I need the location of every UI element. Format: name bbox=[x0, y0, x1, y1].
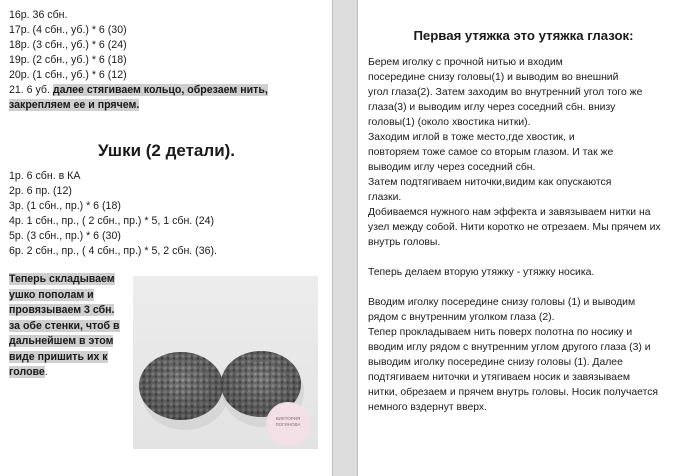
text-line: Затем подтягиваем ниточки,видим как опускаются bbox=[368, 177, 612, 188]
pattern-row: 17р. (4 сбн., уб.) * 6 (30) bbox=[9, 24, 127, 36]
pattern-row: 19р. (2 сбн., уб.) * 6 (18) bbox=[9, 54, 127, 66]
instructions-body bbox=[368, 55, 684, 415]
text-line: выводим иголку посередине снизу головы (1). Далее bbox=[368, 357, 623, 368]
ears-row: 1р. 6 сбн. в КА bbox=[9, 170, 81, 182]
logo-line: ЛОГИНОВА bbox=[275, 422, 301, 427]
text-line: внутрь головы. bbox=[368, 237, 441, 248]
ears-row: 4р. 1 сбн., пр., ( 2 сбн., пр.) * 5, 1 сбн. (24) bbox=[9, 215, 215, 227]
pattern-row: 18р. (3 сбн., уб.) * 6 (24) bbox=[9, 39, 127, 51]
text-line: Тепер прокладываем нить поверх полотна по носику и bbox=[368, 327, 633, 338]
eye-tightening-title: Первая утяжка это утяжка глазок: bbox=[413, 28, 634, 43]
text-line: выводим иглу через соседний сбн. bbox=[368, 162, 536, 173]
author-logo bbox=[266, 402, 310, 446]
ears-row: 6р. 2 сбн., пр., ( 4 сбн., пр.) * 5, 2 сбн. (36). bbox=[9, 245, 217, 257]
logo-line: ВИКТОРИЯ bbox=[275, 416, 301, 421]
pattern-row-21 bbox=[9, 83, 268, 98]
text-line: головы(1) (около хвостика нитки). bbox=[368, 117, 531, 128]
fold-line: провязываем 3 сбн. bbox=[9, 304, 115, 316]
ears-row: 3р. (1 сбн., пр.) * 6 (18) bbox=[9, 200, 121, 212]
fold-line: дальнейшем в этом bbox=[9, 335, 114, 347]
ears-photo bbox=[133, 276, 318, 449]
ears-heading: Ушки (2 детали). bbox=[97, 141, 236, 160]
ears-pattern-rows bbox=[9, 169, 217, 259]
text-line: угол глаза(2). Затем заходим во внутренний угол того же bbox=[368, 87, 643, 98]
text-line: подтягиваем ниточки и утягиваем носик и завязываем bbox=[368, 372, 631, 383]
fold-line: Теперь складываем bbox=[9, 273, 115, 285]
text-line: Добиваемся нужного нам эффекта и завязываем нитки на bbox=[368, 207, 651, 218]
text-line: узел между собой. Нити коротко не отрезаем. Мы прячем их bbox=[368, 222, 661, 233]
page-gutter bbox=[333, 0, 357, 476]
head-pattern-rows bbox=[9, 8, 268, 113]
row21-prefix: 21. 6 уб. bbox=[9, 84, 53, 96]
text-line: нитки, обрезаем и прячем внутрь головы. Носик получается bbox=[368, 387, 659, 398]
row21-highlight-2: закрепляем ее и прячем. bbox=[9, 99, 140, 111]
fold-line: виде пришить их к bbox=[9, 350, 108, 363]
nose-intro: Теперь делаем вторую утяжку - утяжку носика. bbox=[368, 267, 595, 278]
text-line: Заходим иглой в тоже место,где хвостик, и bbox=[368, 132, 575, 143]
row21-highlight: далее стягиваем кольцо, обрезаем нить, bbox=[52, 84, 268, 96]
fold-line: голове bbox=[9, 366, 45, 378]
text-line: Вводим иголку посередине снизу головы (1) и выводим bbox=[368, 297, 636, 308]
fold-end: . bbox=[44, 366, 48, 378]
text-line: посередине снизу головы(1) и выводим во внешний bbox=[368, 72, 619, 83]
pattern-row-21-cont bbox=[9, 98, 268, 113]
text-line: рядом с внутренним уголком глаза (2). bbox=[368, 312, 555, 323]
ears-row: 5р. (3 сбн., пр.) * 6 (30) bbox=[9, 230, 121, 242]
fold-instructions bbox=[9, 272, 121, 381]
fold-line: ушко пополам и bbox=[9, 288, 94, 301]
ears-row: 2р. 6 пр. (12) bbox=[9, 185, 72, 197]
text-line: Берем иголку с прочной нитью и входим bbox=[368, 57, 563, 68]
text-line: вводим иглу рядом с внутренним углом другого глаза (3) и bbox=[368, 342, 651, 353]
pattern-row: 20р. (1 сбн., уб.) * 6 (12) bbox=[9, 69, 127, 81]
pattern-row: 16р. 36 сбн. bbox=[9, 9, 68, 21]
text-line: глаза(3) и выводим иглу через соседний сбн. внизу bbox=[368, 102, 616, 113]
text-line: глазки. bbox=[368, 192, 402, 203]
text-line: немного вздернут вверх. bbox=[368, 402, 487, 413]
text-line: повторяем тоже самое со вторым глазом. И так же bbox=[368, 147, 614, 158]
fold-line: за обе стенки, чтоб в bbox=[9, 319, 120, 332]
